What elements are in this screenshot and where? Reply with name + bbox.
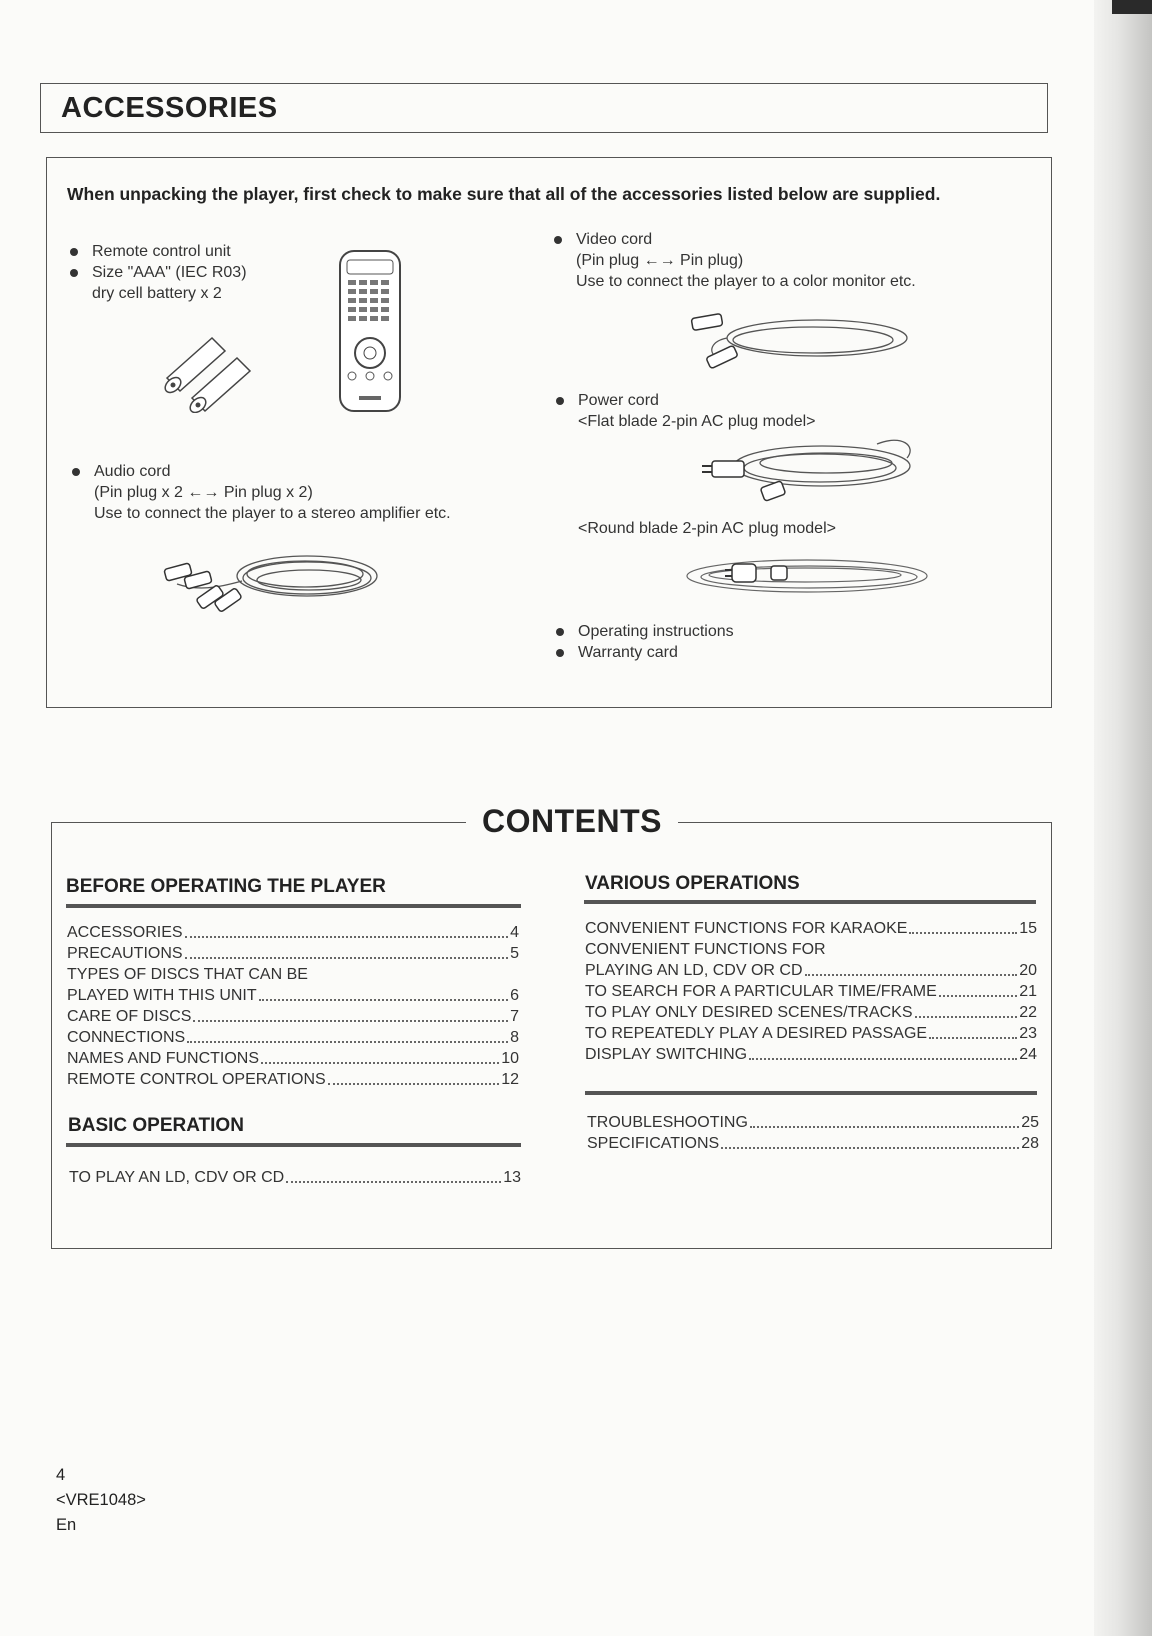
toc-entry-page: 22: [1019, 1004, 1037, 1021]
toc-leader-dots: [929, 1023, 1017, 1039]
language-code: En: [56, 1516, 77, 1534]
video-cord-icon: [677, 306, 917, 376]
toc-entry-title: TO PLAY ONLY DESIRED SCENES/TRACKS: [585, 1004, 913, 1021]
toc-entry: [67, 1069, 519, 1090]
toc-basic-list: [69, 1167, 521, 1188]
accessories-box: [46, 157, 1052, 708]
toc-leader-dots: [750, 1112, 1019, 1128]
bullet-icon: [72, 468, 80, 476]
battery-line1: Size "AAA" (IEC R03): [92, 264, 247, 281]
toc-leader-dots: [939, 981, 1017, 997]
toc-entry-page: 4: [510, 924, 519, 941]
toc-leader-dots: [261, 1048, 499, 1064]
toc-entry: [67, 943, 519, 964]
toc-entry: [67, 1048, 519, 1069]
audio-cord-icon: [157, 536, 387, 624]
toc-entry-title: SPECIFICATIONS: [587, 1135, 720, 1152]
video-cord-use: Use to connect the player to a color monitor etc.: [576, 273, 916, 290]
toc-entry: [585, 939, 1037, 960]
toc-leader-dots: [185, 943, 509, 959]
toc-entry-page: 12: [501, 1071, 519, 1088]
toc-leader-dots: [328, 1069, 500, 1085]
toc-entry-title: TO SEARCH FOR A PARTICULAR TIME/FRAME: [585, 983, 937, 1000]
toc-entry-title: PLAYING AN LD, CDV OR CD: [585, 962, 803, 979]
toc-entry-title: TYPES OF DISCS THAT CAN BE: [67, 966, 308, 983]
toc-various-list: [585, 918, 1037, 1065]
accessories-title: ACCESSORIES: [61, 92, 278, 124]
list-item-remote: [92, 241, 231, 262]
section-rule: [66, 904, 521, 908]
page-number: 4: [56, 1466, 66, 1484]
toc-entry-title: PRECAUTIONS: [67, 945, 183, 962]
toc-entry: [67, 922, 519, 943]
bullet-icon: [556, 397, 564, 405]
toc-entry-title: NAMES AND FUNCTIONS: [67, 1050, 260, 1067]
list-item-video-cord: [576, 229, 916, 292]
toc-entry-page: 28: [1021, 1135, 1039, 1152]
toc-entry-title: REMOTE CONTROL OPERATIONS: [67, 1071, 326, 1088]
toc-entry-title: CONNECTIONS: [67, 1029, 186, 1046]
power-cord-name: Power cord: [578, 392, 659, 409]
section-heading-basic: BASIC OPERATION: [68, 1115, 244, 1136]
toc-leader-dots: [286, 1167, 501, 1183]
toc-entry-title: CARE OF DISCS: [67, 1008, 192, 1025]
bullet-icon: [554, 236, 562, 244]
toc-entry-page: 7: [510, 1008, 519, 1025]
toc-entry: [67, 1006, 519, 1027]
toc-entry-page: 25: [1021, 1114, 1039, 1131]
audio-cord-use: Use to connect the player to a stereo amplifier etc.: [94, 505, 451, 522]
section-rule: [66, 1143, 521, 1147]
toc-leader-dots: [259, 985, 508, 1001]
toc-entry-page: 21: [1019, 983, 1037, 1000]
toc-leader-dots: [915, 1002, 1018, 1018]
toc-entry: [69, 1167, 521, 1188]
toc-entry: [587, 1133, 1039, 1154]
video-cord-name: Video cord: [576, 231, 653, 248]
audio-cord-detail: (Pin plug x 2 ←→ Pin plug x 2): [94, 484, 313, 501]
toc-entry-title: CONVENIENT FUNCTIONS FOR: [585, 941, 826, 958]
power-cord-flat-icon: [702, 426, 922, 506]
toc-entry: [67, 964, 519, 985]
toc-leader-dots: [185, 922, 509, 938]
page-edge-corner: [1112, 0, 1152, 14]
toc-entry-page: 13: [503, 1169, 521, 1186]
toc-entry-title: CONVENIENT FUNCTIONS FOR KARAOKE: [585, 920, 908, 937]
list-item-battery: [92, 262, 247, 304]
toc-entry: [585, 918, 1037, 939]
toc-entry: [585, 960, 1037, 981]
accessories-header-box: [40, 83, 1048, 133]
toc-entry-title: PLAYED WITH THIS UNIT: [67, 987, 257, 1004]
power-cord-round-icon: [667, 546, 937, 606]
toc-leader-dots: [193, 1006, 508, 1022]
toc-entry: [67, 1027, 519, 1048]
section-heading-before: BEFORE OPERATING THE PLAYER: [66, 876, 386, 897]
toc-entry: [587, 1112, 1039, 1133]
toc-entry-title: DISPLAY SWITCHING: [585, 1046, 748, 1063]
toc-entry-page: 5: [510, 945, 519, 962]
toc-entry: [585, 1002, 1037, 1023]
toc-entry-page: 6: [510, 987, 519, 1004]
power-cord-model-round: <Round blade 2-pin AC plug model>: [578, 520, 836, 537]
toc-entry-page: 24: [1019, 1046, 1037, 1063]
list-item-warranty-card: [578, 642, 678, 663]
bullet-icon: [70, 248, 78, 256]
bullet-icon: [556, 628, 564, 636]
toc-entry-page: 20: [1019, 962, 1037, 979]
toc-entry-page: 10: [501, 1050, 519, 1067]
toc-leader-dots: [909, 918, 1017, 934]
toc-entry-page: 15: [1019, 920, 1037, 937]
warranty-card-label: Warranty card: [578, 644, 678, 661]
toc-entry: [585, 1044, 1037, 1065]
audio-cord-name: Audio cord: [94, 463, 171, 480]
toc-before-list: [67, 922, 519, 1090]
toc-entry: [67, 985, 519, 1006]
toc-leader-dots: [721, 1133, 1019, 1149]
toc-entry-page: 23: [1019, 1025, 1037, 1042]
toc-leader-dots: [805, 960, 1018, 976]
toc-entry-page: 8: [510, 1029, 519, 1046]
video-cord-detail: (Pin plug ←→ Pin plug): [576, 252, 744, 269]
contents-title: CONTENTS: [466, 803, 678, 840]
accessories-intro: When unpacking the player, first check to make sure that all of the accessories listed below are supplied.: [67, 184, 941, 204]
section-rule: [584, 900, 1036, 904]
remote-label: Remote control unit: [92, 243, 231, 260]
toc-entry-title: ACCESSORIES: [67, 924, 183, 941]
page-edge-shadow: [1094, 0, 1152, 1636]
toc-leader-dots: [749, 1044, 1017, 1060]
section-rule: [585, 1091, 1037, 1095]
toc-entry-title: TO PLAY AN LD, CDV OR CD: [69, 1169, 285, 1186]
toc-other-list: [587, 1112, 1039, 1154]
list-item-operating-instructions: [578, 621, 734, 642]
operating-instructions-label: Operating instructions: [578, 623, 734, 640]
battery-icon: [157, 323, 267, 413]
toc-entry: [585, 1023, 1037, 1044]
list-item-audio-cord: [94, 461, 451, 524]
doc-code: <VRE1048>: [56, 1491, 146, 1509]
toc-leader-dots: [187, 1027, 508, 1043]
toc-entry-title: TROUBLESHOOTING: [587, 1114, 748, 1131]
bullet-icon: [556, 649, 564, 657]
section-heading-various: VARIOUS OPERATIONS: [585, 873, 800, 894]
bullet-icon: [70, 269, 78, 277]
remote-control-icon: [337, 248, 403, 414]
toc-entry: [585, 981, 1037, 1002]
battery-line2: dry cell battery x 2: [92, 285, 222, 302]
toc-entry-title: TO REPEATEDLY PLAY A DESIRED PASSAGE: [585, 1025, 928, 1042]
power-cord-model-flat: <Flat blade 2-pin AC plug model>: [578, 413, 816, 430]
